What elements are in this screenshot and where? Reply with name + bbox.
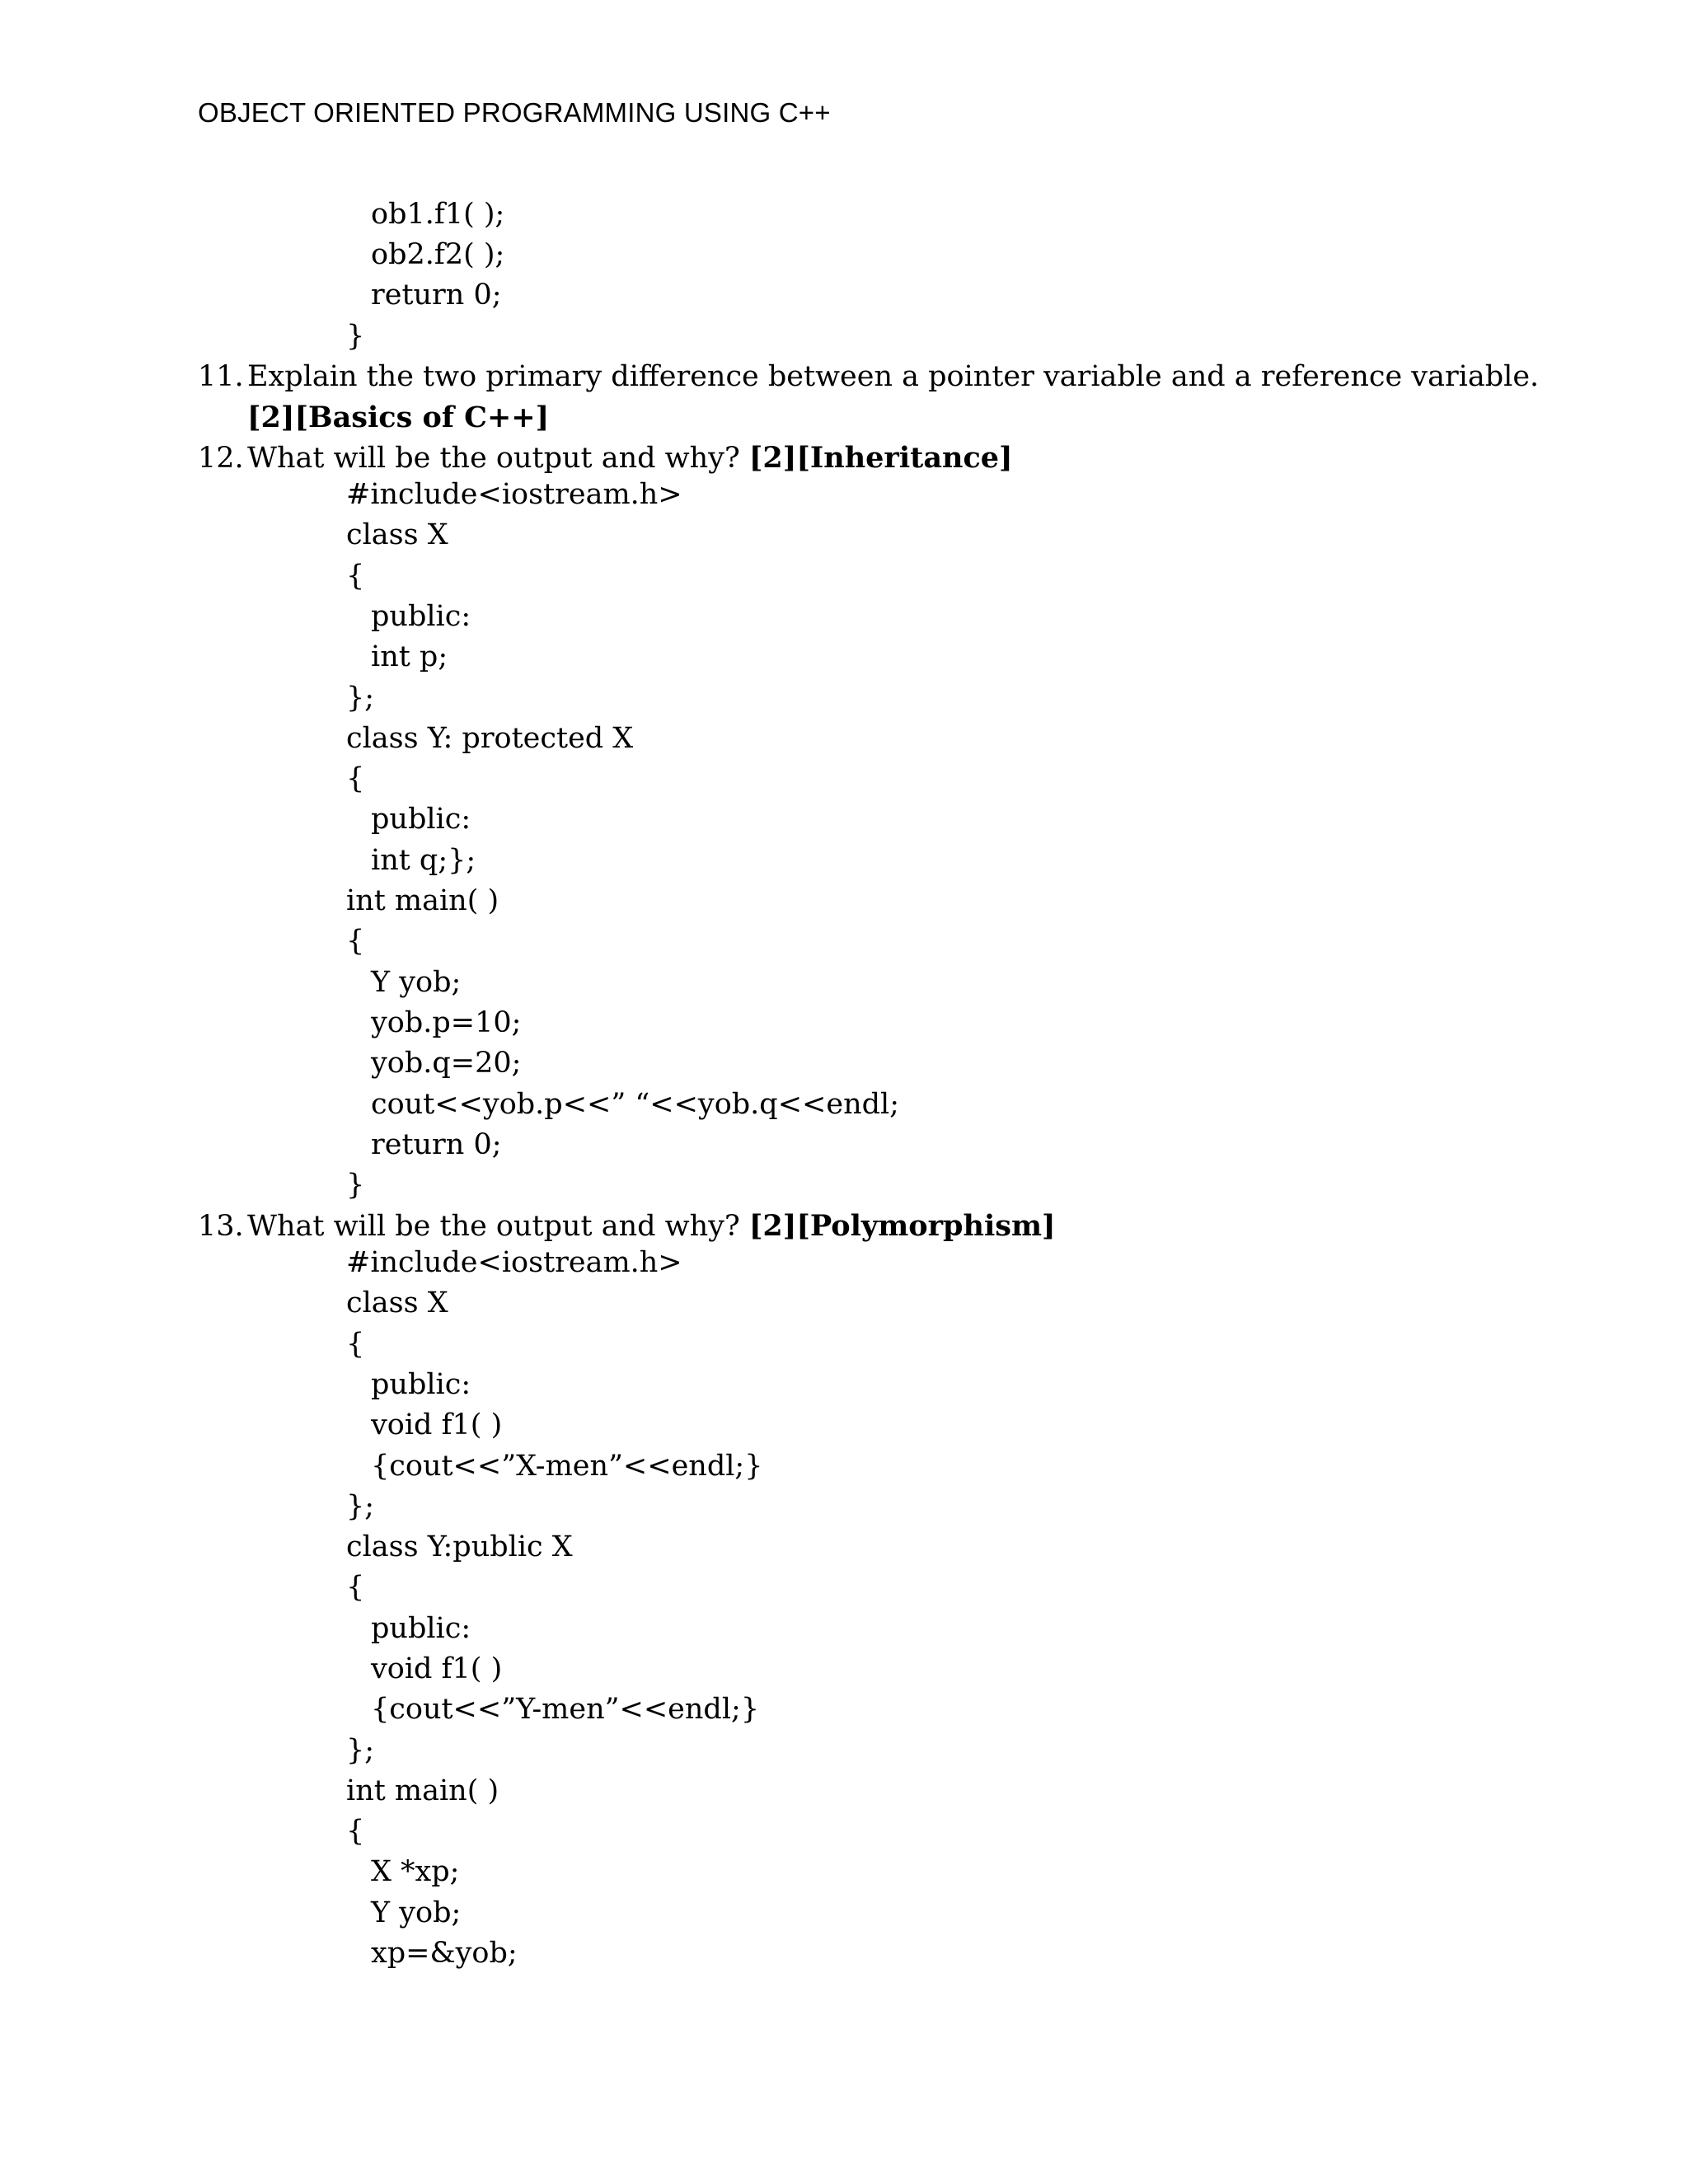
- code-line: {: [346, 762, 365, 795]
- question-text: What will be the output and why?: [247, 1210, 749, 1243]
- code-line: return 0;: [371, 1128, 502, 1161]
- code-line: #include<iostream.h>: [346, 1246, 682, 1279]
- code-line: {cout<<”Y-men”<<endl;}: [371, 1693, 760, 1726]
- code-line: Y yob;: [371, 966, 462, 999]
- code-line: public:: [371, 1612, 471, 1645]
- code-line: int q;};: [371, 844, 476, 877]
- code-line: class X: [346, 1286, 448, 1319]
- code-line: ob2.f2( );: [371, 238, 505, 271]
- code-line: {: [346, 925, 365, 958]
- code-line: void f1( ): [371, 1652, 503, 1685]
- code-line: {: [346, 1328, 365, 1361]
- question-text: What will be the output and why?: [247, 442, 749, 475]
- code-line: public:: [371, 600, 471, 633]
- code-line: {: [346, 1571, 365, 1604]
- code-line: }: [346, 320, 365, 353]
- question-tag: [2][Inheritance]: [748, 441, 1013, 475]
- code-line: int main( ): [346, 884, 499, 917]
- code-line: {: [346, 560, 365, 593]
- code-line: };: [346, 1490, 375, 1523]
- code-line: };: [346, 1734, 375, 1767]
- code-line: #include<iostream.h>: [346, 478, 682, 511]
- code-line: X *xp;: [371, 1855, 460, 1888]
- code-line: class X: [346, 518, 448, 551]
- question-number: 12.: [198, 442, 244, 475]
- code-line: cout<<yob.p<<” “<<yob.q<<endl;: [371, 1088, 900, 1121]
- question-11: [198, 360, 1540, 396]
- code-line: void f1( ): [371, 1408, 503, 1441]
- code-line: return 0;: [371, 279, 502, 312]
- code-line: yob.q=20;: [371, 1047, 522, 1080]
- code-line: int p;: [371, 640, 448, 673]
- code-line: };: [346, 682, 375, 715]
- code-line: class Y:public X: [346, 1530, 573, 1563]
- code-line: {: [346, 1815, 365, 1848]
- question-12: [198, 443, 1013, 476]
- code-line: class Y: protected X: [346, 722, 634, 755]
- code-line: xp=&yob;: [371, 1937, 518, 1970]
- code-line: ob1.f1( );: [371, 198, 505, 231]
- code-line: public:: [371, 1368, 471, 1401]
- question-11-tag: [2][Basics of C++]: [247, 401, 550, 434]
- code-line: yob.p=10;: [371, 1006, 522, 1039]
- code-line: int main( ): [346, 1774, 499, 1807]
- code-line: public:: [371, 803, 471, 836]
- code-line: Y yob;: [371, 1896, 462, 1929]
- page-header: OBJECT ORIENTED PROGRAMMING USING C++: [198, 97, 831, 128]
- question-number: 13.: [198, 1210, 244, 1243]
- question-number: 11.: [198, 360, 244, 393]
- question-text: Explain the two primary difference between a pointer variable and a reference variable.: [247, 360, 1540, 393]
- question-tag: [2][Polymorphism]: [748, 1209, 1056, 1243]
- code-line: {cout<<”X-men”<<endl;}: [371, 1450, 763, 1483]
- code-line: }: [346, 1169, 365, 1202]
- question-13: [198, 1209, 1056, 1244]
